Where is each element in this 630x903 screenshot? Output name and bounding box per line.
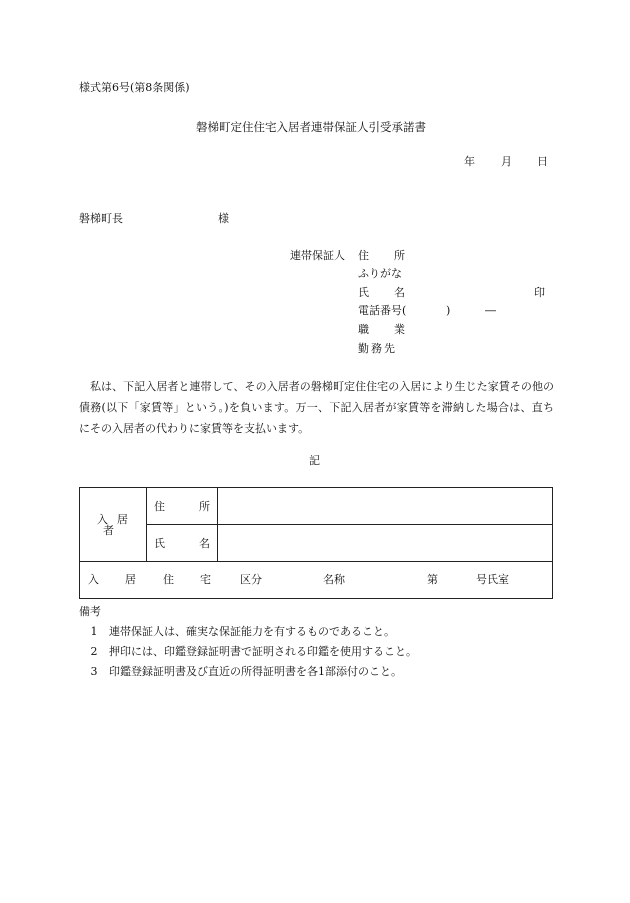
housing-label-char-2: 居 [125,573,136,586]
remarks-section [79,606,417,681]
date-year-label: 年 [464,155,475,168]
housing-label-char-1: 入 [88,573,99,586]
seal-mark: 印 [534,286,545,299]
resident-name-label-2: 名 [199,536,210,550]
remark-text: 印鑑登録証明書及び直近の所得証明書を各1部添付のこと。 [109,664,402,678]
remark-text: 連帯保証人は、確実な保証能力を有するものであること。 [109,624,395,638]
housing-label-char-4: 宅 [200,573,211,586]
guarantor-occupation-label-2: 業 [394,323,405,336]
remark-item [79,661,417,681]
guarantor-furigana-label: ふりがな [358,267,402,280]
phone-dash: ― [485,304,496,317]
guarantor-heading: 連帯保証人 [290,249,345,262]
note-heading: 記 [309,454,320,467]
housing-district-label: 区分 [240,573,262,586]
remarks-list [79,621,417,681]
addressee-name: 磐梯町長 [79,212,123,225]
form-number: 様式第6号(第8条関係) [79,81,190,94]
remark-number: 2 [90,644,98,658]
resident-name-label-1: 氏 [154,536,165,550]
resident-address-label-1: 住 [154,499,165,513]
date-day-label: 日 [537,155,548,168]
phone-paren-close: ) [446,304,451,317]
remark-number: 1 [90,624,98,638]
resident-table [79,487,553,599]
remark-item [79,621,417,641]
remark-item [79,641,417,661]
remarks-heading: 備考 [79,605,101,618]
remark-number: 3 [90,664,98,678]
addressee-honorific: 様 [218,212,229,225]
guarantor-name-label-1: 氏 [358,286,369,299]
resident-name-field[interactable] [218,525,553,562]
guarantor-address-label-1: 住 [358,249,369,262]
date-month-label: 月 [501,155,512,168]
guarantor-occupation-label-1: 職 [358,323,369,336]
resident-label: 入居者 [97,512,137,537]
housing-label-char-3: 住 [163,573,174,586]
resident-address-label-cell [147,488,218,525]
commitment-statement [79,376,554,439]
resident-address-field[interactable] [218,488,553,525]
resident-label-cell [80,488,147,562]
housing-number-prefix: 第 [427,573,438,586]
resident-address-label-2: 所 [199,499,210,513]
guarantor-phone-label: 電話番号( [358,304,407,317]
housing-room-suffix: 号氏室 [476,573,509,586]
remark-text: 押印には、印鑑登録証明書で証明される印鑑を使用すること。 [109,644,417,658]
guarantor-address-label-2: 所 [394,249,405,262]
resident-name-label-cell [147,525,218,562]
commitment-text: 私は、下記入居者と連帯して、その入居者の磐梯町定住住宅の入居により生じた家賃その他の債務(以下「家賃等」という。)を負います。万一、下記入居者が家賃等を滞納した場合は、直ちにその入居者の代わりに家賃等を支払います。 [79,380,554,435]
housing-building-name-label: 名称 [323,573,345,586]
guarantor-workplace-label: 勤務先 [358,342,397,355]
guarantor-name-label-2: 名 [394,286,405,299]
document-title: 磐梯町定住住宅入居者連帯保証人引受承諾書 [196,120,426,134]
housing-row [80,562,553,599]
